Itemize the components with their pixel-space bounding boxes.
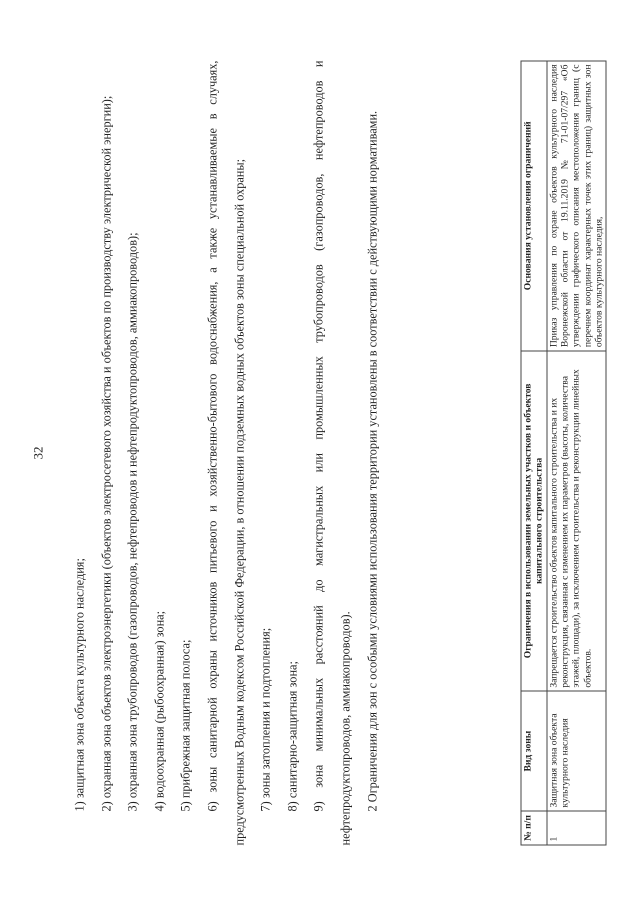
page-number: 32 bbox=[30, 446, 45, 459]
list-item: 5) прибрежная защитная полоса; bbox=[178, 639, 193, 811]
list-item: 2) охранная зона объектов электроэнергетики (объектов электросетевого хозяйства и объектов по производству электрической энергии); bbox=[98, 95, 113, 811]
cell-grounds: Приказ управления по охране объектов культурного наследия Воронежской области от 19.11.2019 № 71-01-07/297 «Об утверждении графического описания местоположения границ (с перечнем координат характерных точек этих границ) защитных зон объектов культурного наследия, bbox=[546, 61, 606, 351]
table-row bbox=[546, 61, 606, 845]
list-item: 8) санитарно-защитная зона; bbox=[284, 660, 299, 811]
table-header-row bbox=[521, 61, 547, 845]
column-header-number: № п/п bbox=[521, 811, 547, 845]
column-header-zone-type: Вид зоны bbox=[521, 691, 547, 811]
restrictions-table bbox=[520, 60, 606, 845]
list-item: 4) водоохранная (рыбоохранная) зона; bbox=[151, 610, 166, 811]
list-item: 7) зоны затопления и подтопления; bbox=[258, 627, 273, 811]
cell-number: 1 bbox=[546, 811, 606, 845]
list-item: 3) охранная зона трубопроводов (газопроводов, нефтепроводов и нефтепродуктопроводов, аммиакопроводов); bbox=[125, 231, 140, 811]
cell-zone-type: Защитная зона объекта культурного наследия bbox=[546, 691, 606, 811]
list-item: 9) зона минимальных расстояний до магистральных или промышленных трубопроводов (газопроводов, нефтепроводов и нефтепродуктопроводов, аммиакопроводов). bbox=[311, 60, 352, 845]
section-paragraph: 2 Ограничения для зон с особыми условиями использования территории установлены в соответствии с действующими нормативами. bbox=[364, 110, 379, 811]
document-body bbox=[66, 60, 385, 845]
column-header-restrictions: Ограничения в использовании земельных участков и объектов капитального строительства bbox=[521, 350, 547, 691]
list-item: 1) защитная зона объекта культурного наследия; bbox=[72, 557, 86, 811]
cell-restrictions: Запрещается строительство объектов капитального строительства и их реконструкция, связанная с изменением их параметров (высоты, количества этажей, площади), за исключением строительства и реконструкции линейных объектов. bbox=[546, 350, 606, 691]
list-item: 6) зоны санитарной охраны источников питьевого и хозяйственно-бытового водоснабжения, а также устанавливаемые в случаях, предусмотренных Водным кодексом Российской Федерации, в отношении подземных водных объектов зоны специальной охраны; bbox=[204, 60, 246, 845]
column-header-grounds: Основания установления ограничений bbox=[521, 61, 547, 351]
